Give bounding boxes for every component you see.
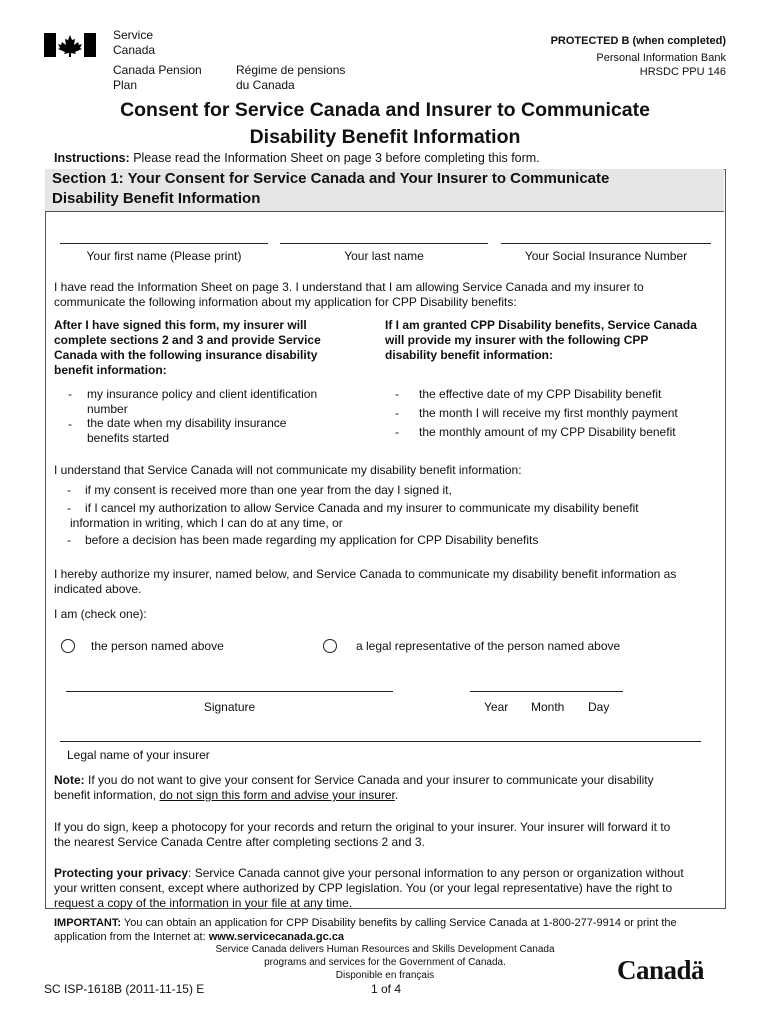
note-text: Note: If you do not want to give your consent for Service Canada and your insurer to communicate your disability benefit information, do not sign this form and advise your insurer. xyxy=(54,773,654,802)
important-notice: IMPORTANT: You can obtain an application for CPP Disability benefits by calling Service Canada at 1-800-277-9914 or print the application from the Internet at: www.servicecanada.gc.ca xyxy=(54,917,677,943)
authorization-statement: I hereby authorize my insurer, named below, and Service Canada to communicate my disability benefit information as indicated above. xyxy=(54,567,677,596)
read-statement: I have read the Information Sheet on page 3. I understand that I am allowing Service Canada and my insurer to communicate the following information about my application for CPP Disability benefits: xyxy=(54,280,644,309)
person-named-radio[interactable] xyxy=(61,639,75,653)
list-item: if my consent is received more than one year from the day I signed it, xyxy=(85,483,452,497)
legal-representative-radio[interactable] xyxy=(323,639,337,653)
department-name: Service Canada xyxy=(113,28,156,57)
insurer-name-label: Legal name of your insurer xyxy=(67,748,210,762)
sin-input[interactable] xyxy=(501,243,711,244)
first-name-label: Your first name (Please print) xyxy=(86,249,242,263)
sin-label: Your Social Insurance Number xyxy=(524,249,688,263)
list-item: the effective date of my CPP Disability benefit xyxy=(419,387,662,401)
last-name-input[interactable] xyxy=(280,243,488,244)
legal-representative-label: a legal representative of the person named above xyxy=(356,639,621,653)
insurer-provides-heading: After I have signed this form, my insurer will complete sections 2 and 3 and provide Service Canada with the following insurance disability benefit information: xyxy=(54,318,321,377)
list-item: my insurance policy and client identification number xyxy=(87,387,318,416)
program-name-fr: Régime de pensions du Canada xyxy=(236,63,346,92)
list-item: - xyxy=(68,387,72,401)
first-name-input[interactable] xyxy=(60,243,268,244)
check-one-label: I am (check one): xyxy=(54,607,147,621)
signature-label: Signature xyxy=(203,700,256,714)
program-name-en: Canada Pension Plan xyxy=(113,63,202,92)
month-label: Month xyxy=(531,700,565,714)
delivers-statement: Service Canada delivers Human Resources and Skills Development Canada programs and services for the Government of Canada. Disponible en français xyxy=(215,944,555,981)
service-canada-provides-heading: If I am granted CPP Disability benefits, Service Canada will provide my insurer with the following CPP disability benefit information: xyxy=(385,318,697,362)
form-number: SC ISP-1618B (2011-11-15) E xyxy=(44,982,205,996)
protected-designation: PROTECTED B (when completed) Personal Information Bank HRSDC PPU 146 xyxy=(550,35,726,78)
canada-wordmark: Canadä xyxy=(617,955,705,985)
privacy-notice: Protecting your privacy: Service Canada cannot give your personal information to any person or organization without your written consent, except where authorized by CPP legislation. You (or your legal representative) have the right to request a copy of the information in your file at any time. xyxy=(54,866,684,910)
date-field[interactable] xyxy=(470,691,623,692)
last-name-label: Your last name xyxy=(344,249,424,263)
list-item: if I cancel my authorization to allow Service Canada and my insurer to communicate my disability benefit xyxy=(85,501,639,515)
day-label: Day xyxy=(588,700,610,714)
return-instructions: If you do sign, keep a photocopy for your records and return the original to your insurer. Your insurer will forward it to the nearest Service Canada Centre after completing sections 2 and 3. xyxy=(54,820,671,849)
list-item: the date when my disability insurance benefits started xyxy=(87,416,287,445)
year-label: Year xyxy=(484,700,509,714)
website-link[interactable]: www.servicecanada.gc.ca xyxy=(208,931,345,943)
page-title: Consent for Service Canada and Insurer to Communicate Disability Benefit Information xyxy=(120,99,650,148)
list-item: before a decision has been made regarding my application for CPP Disability benefits xyxy=(85,533,539,547)
insurer-name-input[interactable] xyxy=(60,741,701,742)
signature-field[interactable] xyxy=(66,691,393,692)
instructions: Instructions: Please read the Information Sheet on page 3 before completing this form. xyxy=(54,151,540,165)
list-item: the monthly amount of my CPP Disability benefit xyxy=(419,425,676,439)
person-named-label: the person named above xyxy=(91,639,224,653)
list-item: - xyxy=(68,417,72,431)
understand-statement: I understand that Service Canada will not communicate my disability benefit information: xyxy=(54,463,522,477)
canada-flag-icon xyxy=(44,33,96,57)
list-item: information in writing, which I can do at any time, or xyxy=(70,516,343,530)
list-item: the month I will receive my first monthly payment xyxy=(419,406,678,420)
section-1-heading: Section 1: Your Consent for Service Canada and Your Insurer to Communicate Disability Benefit Information xyxy=(45,169,724,212)
page-number: 1 of 4 xyxy=(371,982,402,996)
